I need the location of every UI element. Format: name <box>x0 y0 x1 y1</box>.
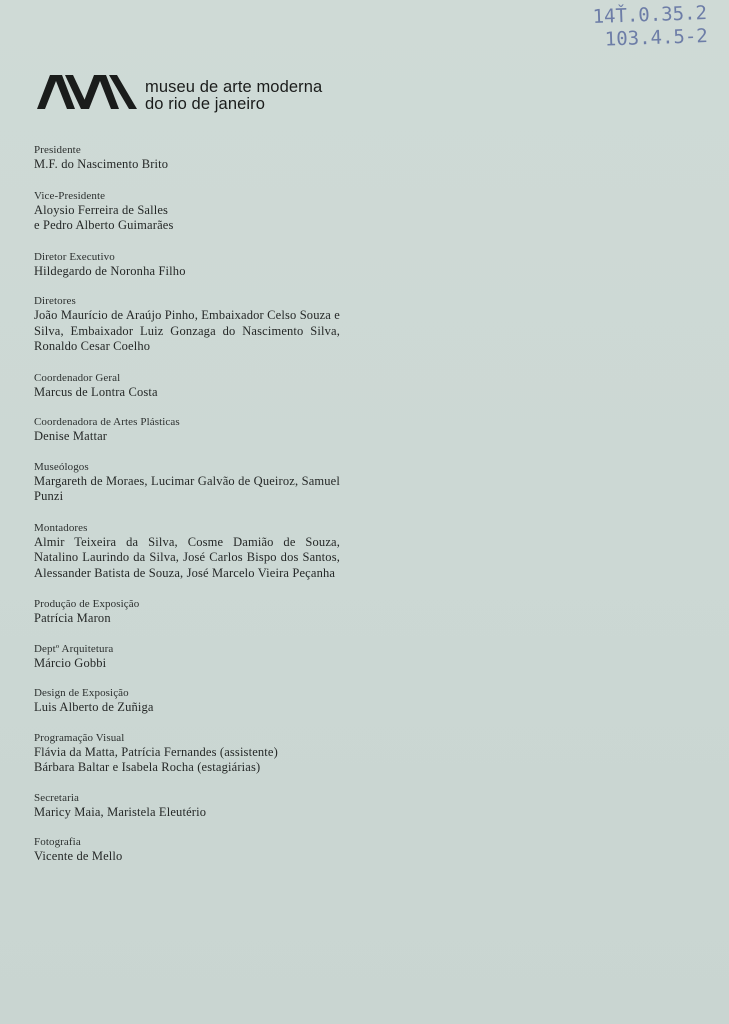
credit-names: Marcus de Lontra Costa <box>34 384 158 399</box>
credit-role: Presidente <box>34 144 81 156</box>
credit-block-montadores <box>34 521 354 582</box>
credit-names: M.F. do Nascimento Brito <box>34 157 169 171</box>
logo-line-1: museu de arte moderna <box>145 78 323 96</box>
credit-names: Patrícia Maron <box>34 611 111 625</box>
credit-role: Programação Visual <box>34 731 125 744</box>
credit-role: Coordenadora de Artes Plásticas <box>34 416 180 428</box>
credit-names: Margareth de Moraes, Lucimar Galvão de Queiroz, Samuel Punzi <box>34 473 340 503</box>
credit-block-diretores <box>34 294 354 355</box>
credit-block-diretor-executivo <box>34 250 354 280</box>
credit-role: Diretores <box>34 295 76 307</box>
credit-role: Produção de Exposição <box>34 598 140 610</box>
credit-names: Hildegardo de Noronha Filho <box>34 263 186 278</box>
credit-role: Coordenador Geral <box>34 371 121 384</box>
credit-block-presidente <box>34 143 354 173</box>
credit-block-producao <box>34 597 354 627</box>
credit-role: Diretor Executivo <box>34 250 115 263</box>
mam-logo-icon <box>37 75 141 111</box>
credit-block-coordenador-geral <box>34 371 354 401</box>
credit-names: Aloysio Ferreira de Salles e Pedro Alberto Guimarães <box>34 202 174 232</box>
credit-names: Maricy Maia, Maristela Eleutério <box>34 804 207 819</box>
credit-role: Montadores <box>34 521 88 534</box>
credit-role: Museólogos <box>34 460 89 473</box>
credit-names: Márcio Gobbi <box>34 655 107 670</box>
credit-names: Almir Teixeira da Silva, Cosme Damião de Souza, Natalino Laurindo da Silva, José Carlos Bispo dos Santos, Alessander Batista de Souza, José Marcelo Vieira Peçanha <box>34 534 340 580</box>
credit-names: Luis Alberto de Zuñiga <box>34 700 154 714</box>
credit-block-museologos <box>34 460 354 505</box>
credit-role: Vice-Presidente <box>34 189 106 202</box>
museum-logo <box>37 75 322 113</box>
credit-names: Vicente de Mello <box>34 849 123 863</box>
credit-role: Design de Exposição <box>34 687 129 699</box>
credit-role: Secretaria <box>34 791 79 804</box>
credit-names-continued: Bárbara Baltar e Isabela Rocha (estagiárias) <box>34 760 261 774</box>
catalog-number-line-2: 103.4.5-2 <box>604 25 708 51</box>
credit-block-secretaria <box>34 791 354 821</box>
credit-block-programacao-visual <box>34 731 354 776</box>
credit-block-design <box>34 686 354 716</box>
credit-block-fotografia <box>34 835 354 865</box>
catalog-number-line-1: 14Ť.0.35.2 <box>591 2 707 28</box>
credit-names: Denise Mattar <box>34 429 108 443</box>
credit-role: Fotografia <box>34 836 81 848</box>
credit-names: João Maurício de Araújo Pinho, Embaixador Celso Souza e Silva, Embaixador Luiz Gonzaga do Nascimento Silva, Ronaldo Cesar Coelho <box>34 308 340 353</box>
credit-block-vice-presidente <box>34 189 354 234</box>
logo-wordmark <box>145 79 322 113</box>
credit-block-arquitetura <box>34 642 354 672</box>
credit-block-coordenadora-artes <box>34 415 354 445</box>
logo-line-2: do rio de janeiro <box>145 95 266 113</box>
credit-names: Flávia da Matta, Patrícia Fernandes (assistente) <box>34 744 278 759</box>
credit-role: Deptº Arquitetura <box>34 642 114 655</box>
catalog-annotation <box>592 2 708 52</box>
credits-list <box>34 143 354 865</box>
